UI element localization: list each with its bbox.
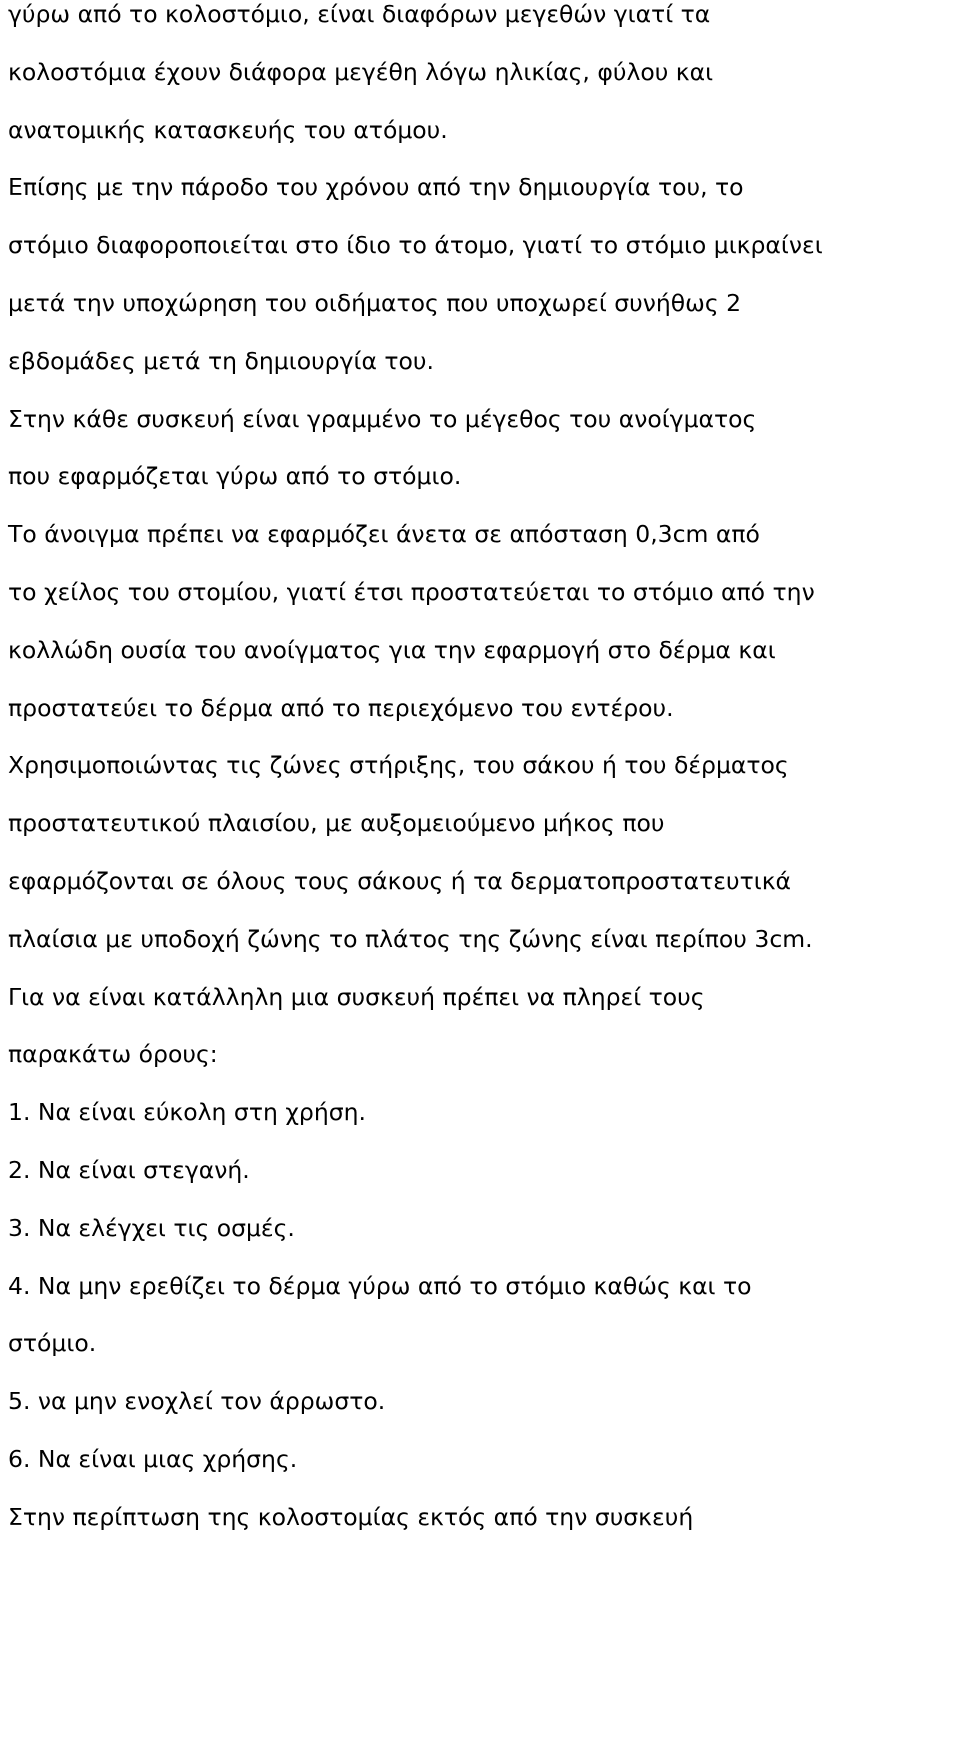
text-line: γύρω από το κολοστόμιο, είναι διαφόρων μεγεθών γιατί τα [8,0,711,28]
text-line: στόμιο διαφοροποιείται στο ίδιο το άτομο, γιατί το στόμιο μικραίνει [8,231,823,260]
text-line: το χείλος του στομίου, γιατί έτσι προστατεύεται το στόμιο από την [8,577,815,606]
text-line: κολοστόμια έχουν διάφορα μεγέθη λόγω ηλικίας, φύλου και [8,57,714,86]
text-line: κολλώδη ουσία του ανοίγματος για την εφαρμογή στο δέρμα και [8,635,776,664]
text-line: Το άνοιγμα πρέπει να εφαρμόζει άνετα σε απόσταση 0,3cm από [8,520,760,549]
text-line: Για να είναι κατάλληλη μια συσκευή πρέπει να πληρεί τους [8,982,705,1011]
list-item: 1. Να είναι εύκολη στη χρήση. [8,1098,366,1127]
list-item: 6. Να είναι μιας χρήσης. [8,1444,298,1473]
text-line: που εφαρμόζεται γύρω από το στόμιο. [8,462,462,491]
text-line: Στην περίπτωση της κολοστομίας εκτός από την συσκευή [8,1502,694,1531]
list-item: στόμιο. [8,1329,97,1358]
list-item: 3. Να ελέγχει τις οσμές. [8,1213,295,1242]
text-line: προστατεύει το δέρμα από το περιεχόμενο του εντέρου. [8,693,674,722]
document-page [8,0,956,1547]
text-line: ανατομικής κατασκευής του ατόμου. [8,115,448,144]
text-line: πλαίσια με υποδοχή ζώνης το πλάτος της ζώνης είναι περίπου 3cm. [8,924,813,953]
text-line: Στην κάθε συσκευή είναι γραμμένο το μέγεθος του ανοίγματος [8,404,757,433]
text-line: Επίσης με την πάροδο του χρόνου από την δημιουργία του, το [8,173,744,202]
list-item: 2. Να είναι στεγανή. [8,1155,250,1184]
text-line: προστατευτικού πλαισίου, με αυξομειούμενο μήκος που [8,809,665,838]
text-line: εφαρμόζονται σε όλους τους σάκους ή τα δερματοπροστατευτικά [8,866,792,895]
list-item: 5. να μην ενοχλεί τον άρρωστο. [8,1387,386,1416]
list-item: 4. Να μην ερεθίζει το δέρμα γύρω από το στόμιο καθώς και το [8,1271,752,1300]
text-line: εβδομάδες μετά τη δημιουργία του. [8,346,434,375]
text-line: μετά την υποχώρηση του οιδήματος που υποχωρεί συνήθως 2 [8,288,742,317]
text-line: Χρησιμοποιώντας τις ζώνες στήριξης, του σάκου ή του δέρματος [8,751,789,780]
text-line: παρακάτω όρους: [8,1040,218,1069]
